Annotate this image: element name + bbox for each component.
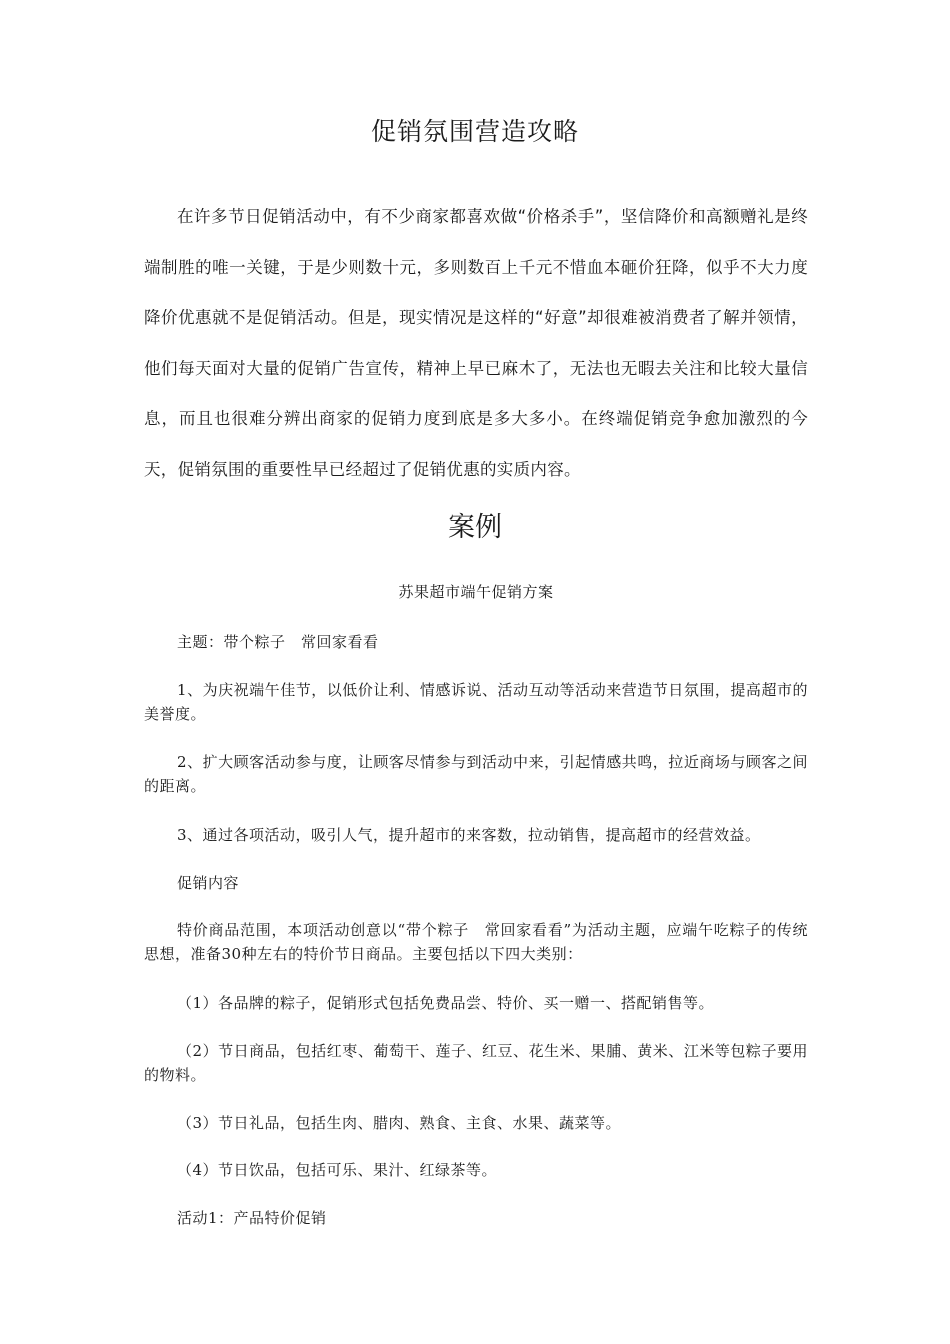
document-title: 促销氛围营造攻略: [370, 117, 579, 146]
special-products-paragraph: 特价商品范围，本项活动创意以“带个粽子 常回家看看”为活动主题，应端午吃粽子的传统思想，准备30种左右的特价节日商品。主要包括以下四大类别：: [144, 921, 808, 963]
objective-2: 2、扩大顾客活动参与度，让顾客尽情参与到活动中来，引起情感共鸣，拉近商场与顾客之间的距离。: [144, 753, 808, 795]
case-theme: 主题：带个粽子 常回家看看: [177, 633, 379, 651]
objective-1: 1、为庆祝端午佳节，以低价让利、情感诉说、活动互动等活动来营造节日氛围，提高超市的美誉度。: [144, 681, 808, 723]
objective-3: 3、通过各项活动，吸引人气，提升超市的来客数，拉动销售，提高超市的经营效益。: [177, 826, 761, 844]
case-subtitle: 苏果超市端午促销方案: [398, 583, 554, 601]
category-4: （4）节日饮品，包括可乐、果汁、红绿茶等。: [177, 1161, 498, 1179]
case-heading: 案例: [448, 512, 502, 543]
category-2: （2）节日商品，包括红枣、葡萄干、莲子、红豆、花生米、果脯、黄米、江米等包粽子要用的物料。: [144, 1042, 808, 1084]
category-3: （3）节日礼品，包括生肉、腊肉、熟食、主食、水果、蔬菜等。: [177, 1114, 622, 1132]
activity-1-heading: 活动1：产品特价促销: [177, 1209, 327, 1227]
category-1: （1）各品牌的粽子，促销形式包括免费品尝、特价、买一赠一、搭配销售等。: [177, 994, 715, 1012]
intro-paragraph: 在许多节日促销活动中，有不少商家都喜欢做“价格杀手”，坚信降价和高额赠礼是终端制胜的唯一关键，于是少则数十元，多则数百上千元不惜血本砸价狂降，似乎不大力度降价优惠就不是促销活动。但是，现实情况是这样的“好意”却很难被消费者了解并领情，他们每天面对大量的促销广告宣传，精神上早已麻木了，无法也无暇去关注和比较大量信息，而且也很难分辨出商家的促销力度到底是多大多小。在终端促销竞争愈加激烈的今天，促销氛围的重要性早已经超过了促销优惠的实质内容。: [144, 207, 808, 479]
promotion-content-heading: 促销内容: [177, 874, 240, 892]
